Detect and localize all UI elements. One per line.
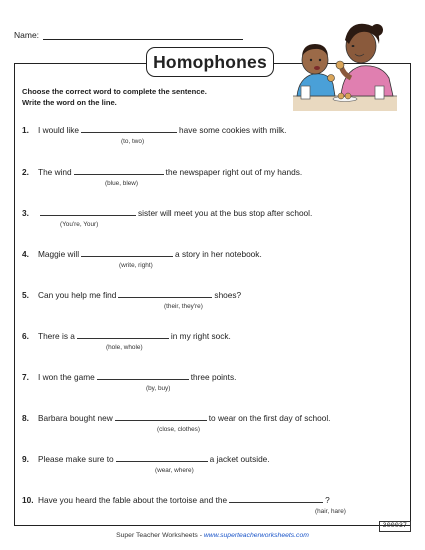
- word-choices: (wear, where): [155, 467, 194, 474]
- answer-blank[interactable]: [115, 413, 207, 421]
- question-text-after: to wear on the first day of school.: [208, 413, 331, 423]
- question-text-after: have some cookies with milk.: [179, 125, 287, 135]
- question-number: 1.: [22, 125, 29, 135]
- answer-blank[interactable]: [116, 454, 208, 462]
- question-text-before: Please make sure to: [38, 454, 114, 464]
- question-number: 7.: [22, 372, 29, 382]
- question-number: 9.: [22, 454, 29, 464]
- question-3: [22, 208, 312, 218]
- answer-blank[interactable]: [81, 125, 177, 133]
- instructions-line-1: Choose the correct word to complete the sentence.: [22, 87, 207, 96]
- word-choices: (close, clothes): [157, 426, 200, 433]
- question-7: [22, 372, 236, 382]
- instructions: [22, 87, 207, 108]
- question-1: [22, 125, 287, 135]
- question-10: [22, 495, 330, 505]
- question-text-before: Barbara bought new: [38, 413, 113, 423]
- footer-url[interactable]: www.superteacherworksheets.com: [203, 532, 309, 539]
- question-text-after: three points.: [190, 372, 237, 382]
- question-text-before: I would like: [38, 125, 80, 135]
- name-row: [14, 30, 243, 40]
- word-choices: (You're, Your): [60, 221, 99, 228]
- word-choices: (to, two): [121, 138, 145, 145]
- answer-blank[interactable]: [40, 208, 136, 216]
- answer-blank[interactable]: [74, 167, 164, 175]
- answer-blank[interactable]: [229, 495, 323, 503]
- name-line[interactable]: [43, 31, 243, 40]
- answer-blank[interactable]: [81, 249, 173, 257]
- word-choices: (write, right): [119, 262, 153, 269]
- question-6: [22, 331, 231, 341]
- question-2: [22, 167, 302, 177]
- question-number: 10.: [22, 495, 34, 505]
- question-9: [22, 454, 270, 464]
- question-8: [22, 413, 331, 423]
- instructions-line-2: Write the word on the line.: [22, 97, 117, 107]
- answer-blank[interactable]: [77, 331, 169, 339]
- word-choices: (by, buy): [146, 385, 171, 392]
- kids-eating-cookies-illustration: [293, 16, 397, 111]
- word-choices: (blue, blew): [105, 180, 139, 187]
- question-text-before: There is a: [38, 331, 75, 341]
- page-title: Homophones: [146, 47, 274, 77]
- question-text-after: sister will meet you at the bus stop after school.: [138, 208, 313, 218]
- question-number: 6.: [22, 331, 29, 341]
- question-number: 5.: [22, 290, 29, 300]
- question-text-after: ?: [325, 495, 330, 505]
- answer-blank[interactable]: [118, 290, 212, 298]
- question-number: 8.: [22, 413, 29, 423]
- question-number: 4.: [22, 249, 29, 259]
- name-label: Name:: [14, 30, 40, 40]
- question-4: [22, 249, 262, 259]
- question-text-before: The wind: [38, 167, 72, 177]
- question-text-before: Have you heard the fable about the tortoise and the: [38, 495, 228, 505]
- question-5: [22, 290, 241, 300]
- footer: [0, 532, 425, 539]
- question-text-after: a jacket outside.: [209, 454, 270, 464]
- question-text-after: the newspaper right out of my hands.: [165, 167, 303, 177]
- worksheet-code: 300037: [379, 521, 411, 532]
- word-choices: (hair, hare): [315, 508, 346, 515]
- question-number: 2.: [22, 167, 29, 177]
- question-number: 3.: [22, 208, 29, 218]
- question-text-before: Can you help me find: [38, 290, 117, 300]
- footer-brand: Super Teacher Worksheets -: [116, 532, 204, 539]
- question-text-after: a story in her notebook.: [175, 249, 262, 259]
- word-choices: (hole, whole): [106, 344, 143, 351]
- word-choices: (their, they're): [164, 303, 203, 310]
- question-text-after: shoes?: [214, 290, 242, 300]
- question-text-before: I won the game: [38, 372, 95, 382]
- question-text-before: Maggie will: [38, 249, 80, 259]
- answer-blank[interactable]: [97, 372, 189, 380]
- question-text-after: in my right sock.: [170, 331, 231, 341]
